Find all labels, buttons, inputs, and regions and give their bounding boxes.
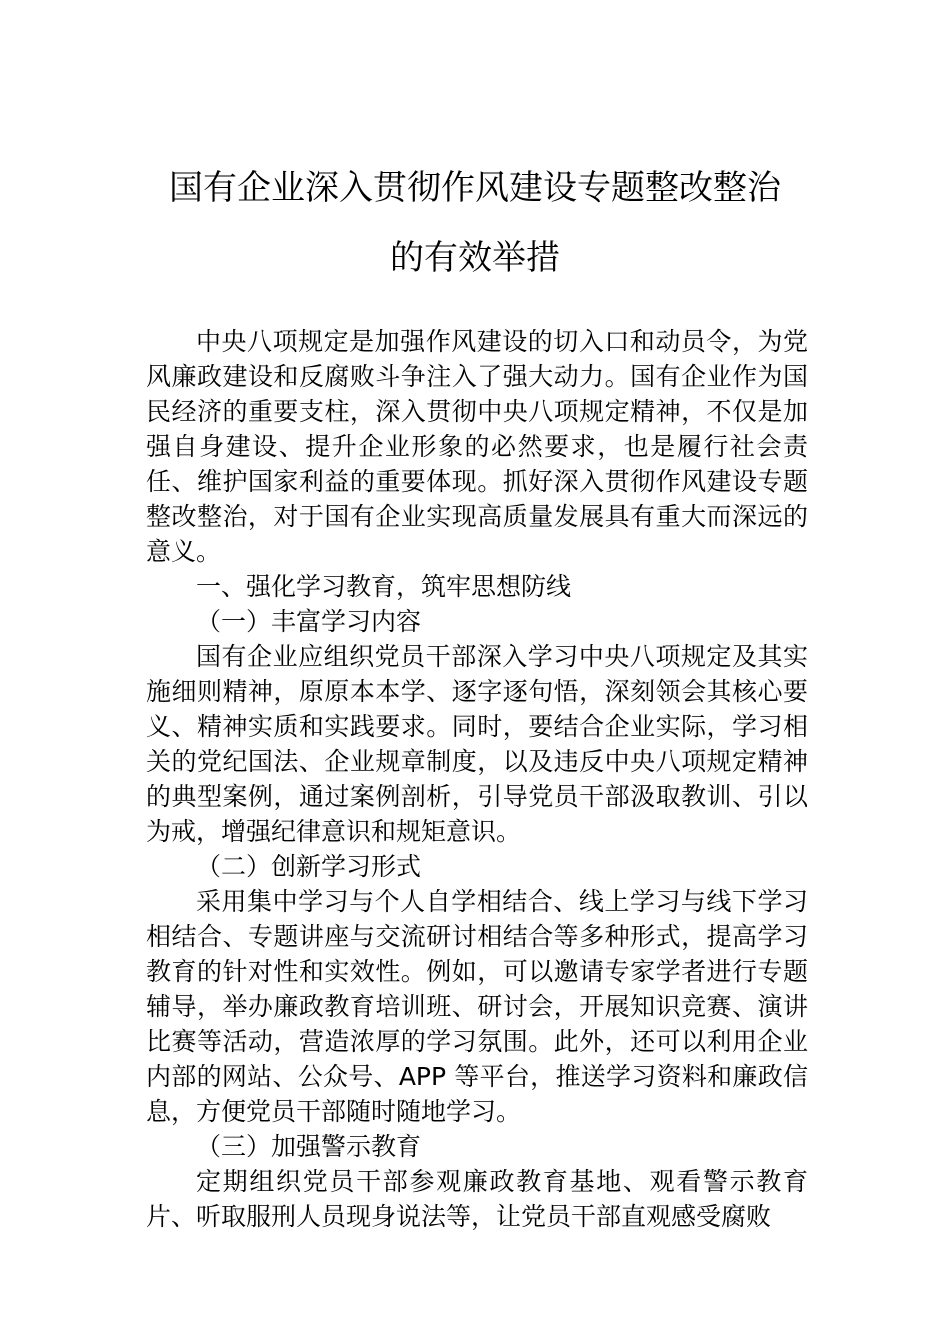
document-title-line-1: 国有企业深入贯彻作风建设专题整改整治	[169, 168, 781, 208]
document-body	[146, 324, 808, 1234]
intro-paragraph: 中央八项规定是加强作风建设的切入口和动员令，为党风廉政建设和反腐败斗争注入了强大动力。国有企业作为国民经济的重要支柱，深入贯彻中央八项规定精神，不仅是加强自身建设、提升企业形象的必然要求，也是履行社会责任、维护国家利益的重要体现。抓好深入贯彻作风建设专题整改整治，对于国有企业实现高质量发展具有重大而深远的意义。	[146, 327, 808, 566]
subsection-heading-2: （二）创新学习形式	[196, 852, 422, 881]
subsection-heading-3: （三）加强警示教育	[196, 1132, 422, 1161]
document-title-line-2: 的有效举措	[390, 238, 560, 278]
section-heading-1: 一、强化学习教育，筑牢思想防线	[196, 572, 572, 601]
paragraph-study-forms: 采用集中学习与个人自学相结合、线上学习与线下学习相结合、专题讲座与交流研讨相结合等多种形式，提高学习教育的针对性和实效性。例如，可以邀请专家学者进行专题辅导，举办廉政教育培训班、研讨会，开展知识竞赛、演讲比赛等活动，营造浓厚的学习氛围。此外，还可以利用企业内部的网站、公众号、APP 等平台，推送学习资料和廉政信息，方便党员干部随时随地学习。	[146, 887, 808, 1126]
paragraph-study-content: 国有企业应组织党员干部深入学习中央八项规定及其实施细则精神，原原本本学、逐字逐句悟，深刻领会其核心要义、精神实质和实践要求。同时，要结合企业实际，学习相关的党纪国法、企业规章制度，以及违反中央八项规定精神的典型案例，通过案例剖析，引导党员干部汲取教训、引以为戒，增强纪律意识和规矩意识。	[146, 642, 808, 846]
paragraph-warning-education: 定期组织党员干部参观廉政教育基地、观看警示教育片、听取服刑人员现身说法等，让党员干部直观感受腐败	[146, 1167, 808, 1231]
subsection-heading-1: （一）丰富学习内容	[196, 607, 422, 636]
